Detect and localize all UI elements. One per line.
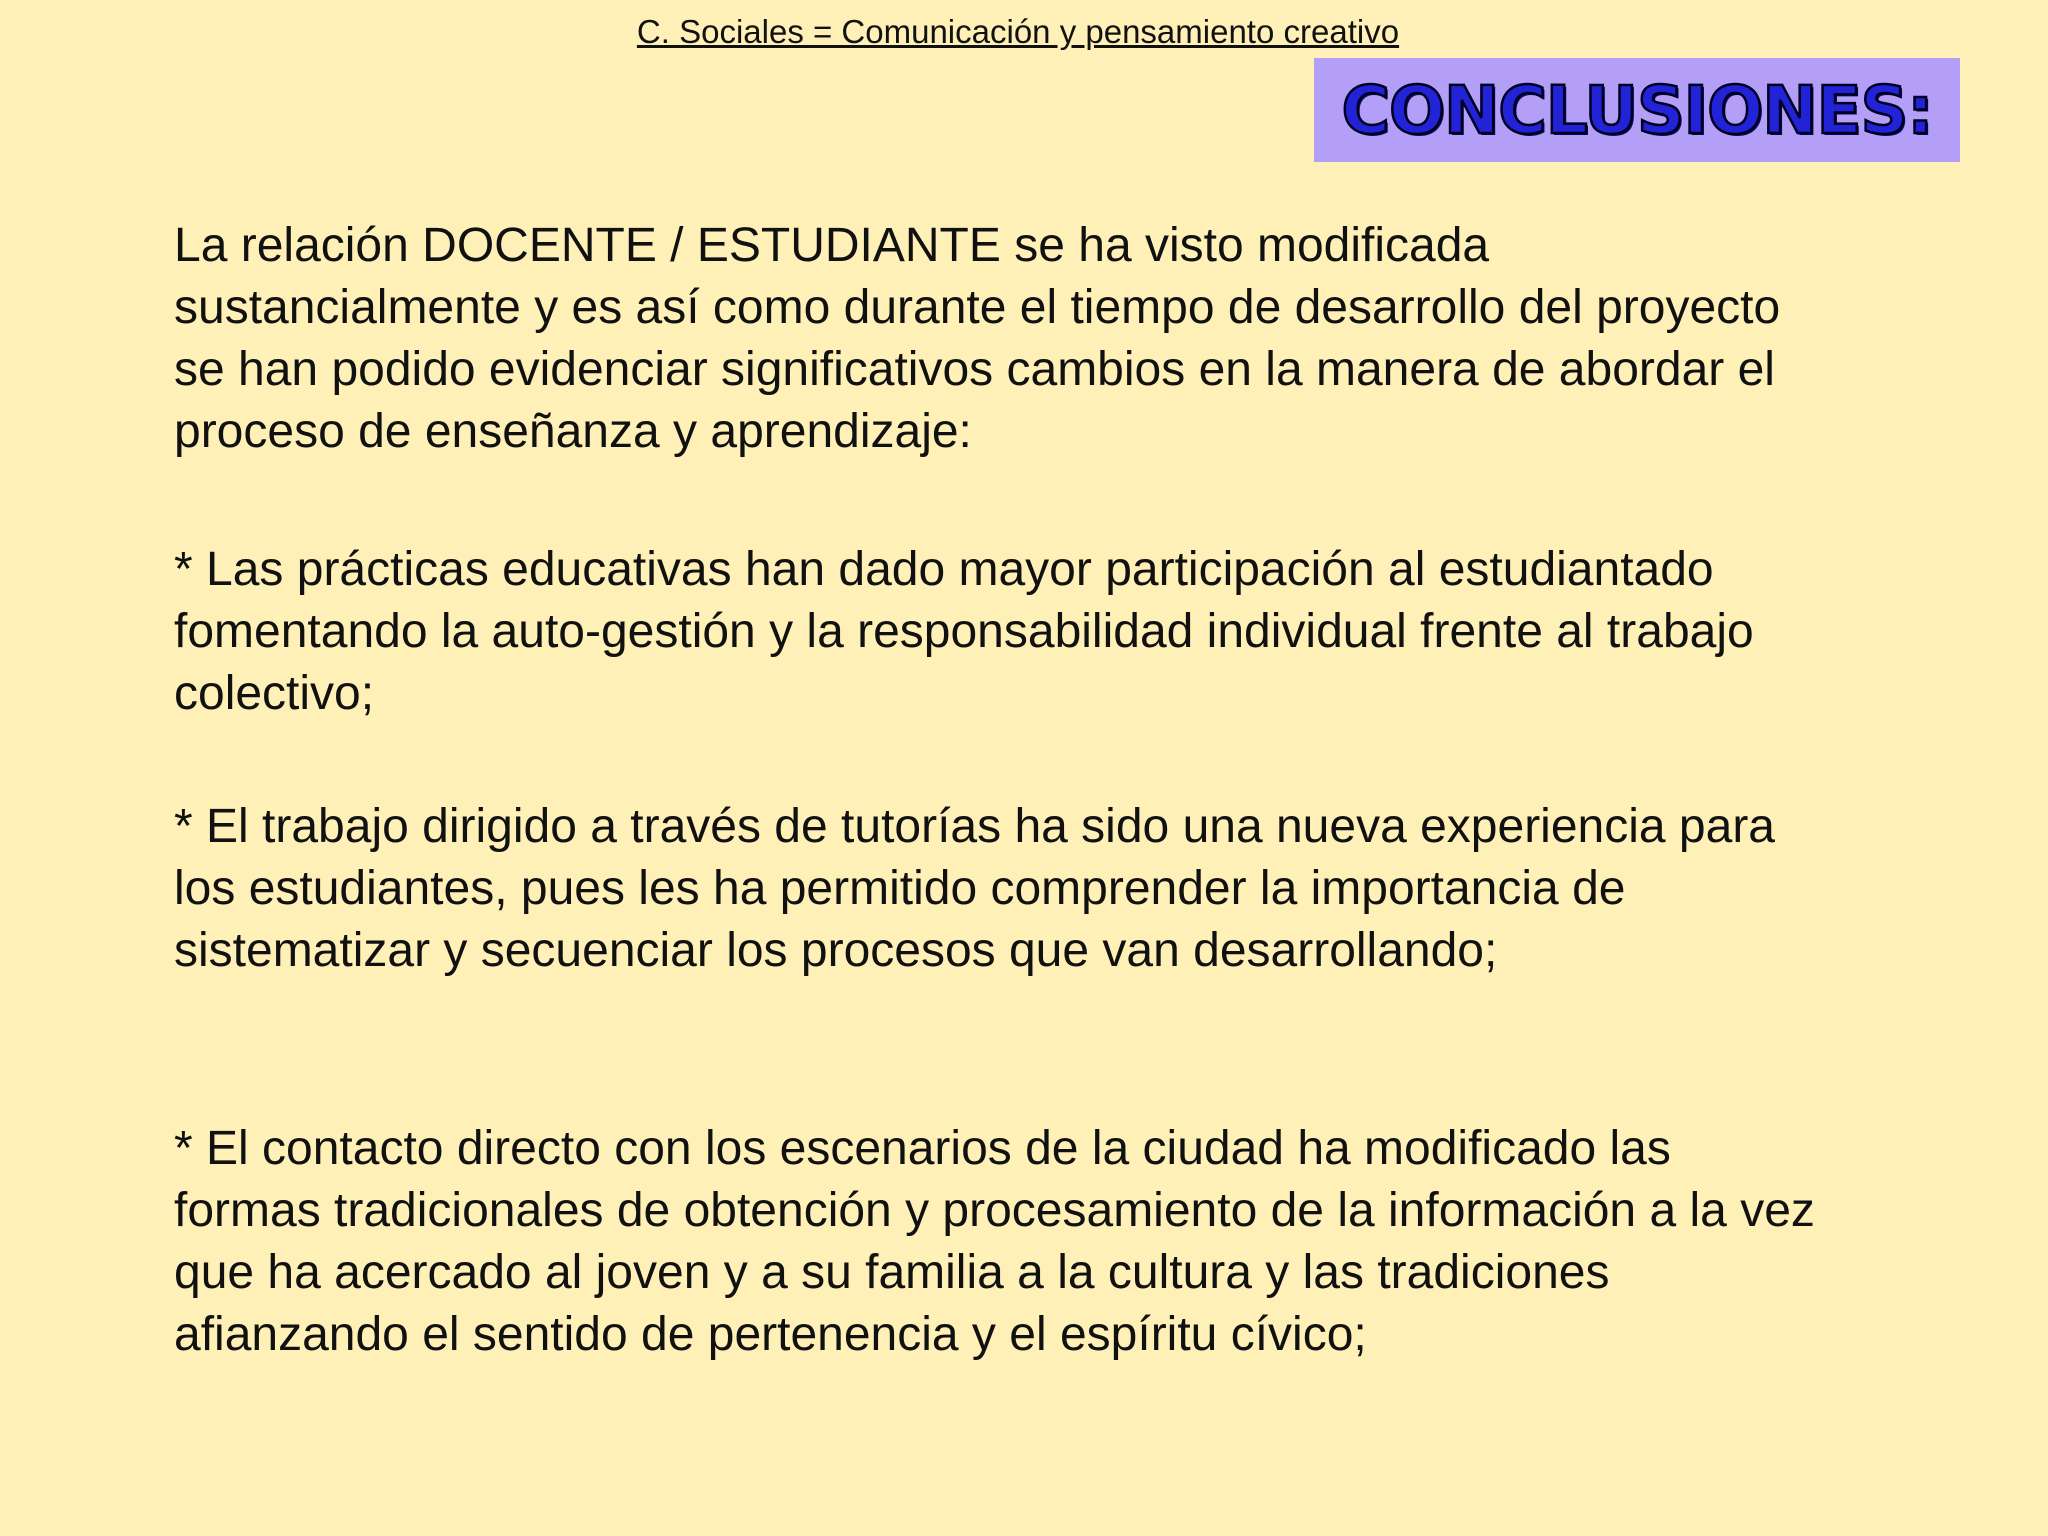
conclusions-title: CONCLUSIONES:	[1341, 71, 1933, 149]
intro-paragraph: La relación DOCENTE / ESTUDIANTE se ha visto modificada sustancialmente y es así como durante el tiempo de desarrollo del proyecto se han podido evidenciar significativos cambios en la manera de abordar el proceso de enseñanza y aprendizaje:	[174, 219, 1781, 458]
conclusion-point-1: * Las prácticas educativas han dado mayor participación al estudiantado fomentando la auto-gestión y la responsabilidad individual frente al trabajo colectivo;	[174, 543, 1754, 720]
slide-header-link[interactable]: C. Sociales = Comunicación y pensamiento creativo	[636, 13, 1400, 50]
conclusions-title-box	[1314, 58, 1960, 162]
conclusion-point-2: * El trabajo dirigido a través de tutorías ha sido una nueva experiencia para los estudiantes, pues les ha permitido comprender la importancia de sistematizar y secuenciar los procesos que van desarrollando;	[174, 800, 1775, 977]
conclusion-point-3: * El contacto directo con los escenarios de la ciudad ha modificado las formas tradicionales de obtención y procesamiento de la información a la vez que ha acercado al joven y a su familia a la cultura y las tradiciones afianzando el sentido de pertenencia y el espíritu cívico;	[174, 1122, 1815, 1361]
